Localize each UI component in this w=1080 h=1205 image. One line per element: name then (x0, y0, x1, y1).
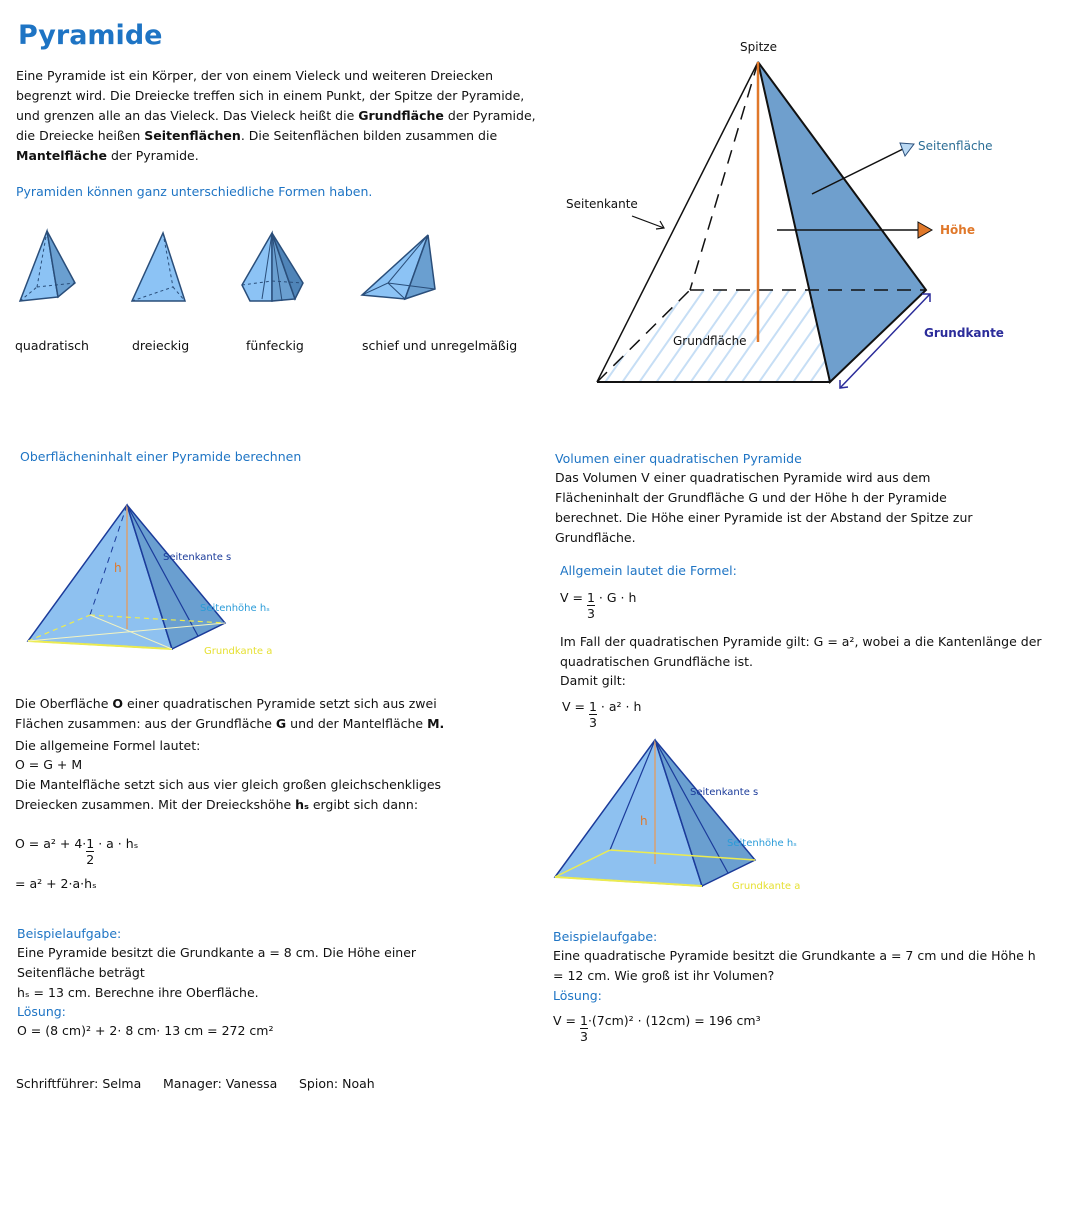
surface-formula-1 (15, 836, 138, 868)
oblique-pyramid-shape (362, 235, 435, 299)
surface-example-text-2: hₛ = 13 cm. Berechne ihre Oberfläche. (17, 985, 259, 1000)
form-label-quadratisch: quadratisch (15, 338, 89, 353)
volume-f2-left: V = (562, 699, 589, 714)
volume-formula-2 (562, 699, 641, 731)
surface-formula-2: = a² + 2·a·hₛ (15, 876, 97, 891)
surface-f1-right: · a · hₛ (98, 836, 139, 851)
fraction-one-half (86, 836, 94, 868)
intro-paragraph (16, 66, 536, 166)
surface-f1-left: O = a² + 4· (15, 836, 87, 851)
intro-text-1: Eine Pyramide ist ein Körper, der von einem Vieleck und weiteren Dreiecken begrenzt wird. Die Dreiecke treffen sich in einem Punkt, der Spitze der Pyramide, und grenzen alle an das Vieleck. Das Vieleck heißt die (16, 68, 525, 123)
fraction-denominator: 3 (579, 1029, 588, 1044)
surface-solution-heading: Lösung: (17, 1004, 66, 1019)
fraction-numerator: 1 (86, 836, 95, 851)
surface-p1-bold-g: G (275, 716, 287, 731)
surface-p1-text-c: einer quadratischen Pyramide setzt sich aus zwei Flächen zusammen: aus der Grundfläche (15, 696, 437, 731)
volume-f1-left: V = (560, 590, 587, 605)
volume-example-heading: Beispielaufgabe: (553, 929, 658, 944)
fraction-numerator: 1 (579, 1013, 588, 1028)
label-grundkante-a: Grundkante a (732, 881, 801, 892)
surface-general-formula: O = G + M (15, 757, 83, 772)
surface-paragraph-2 (15, 775, 455, 815)
fraction-one-third (589, 699, 597, 731)
page-title: Pyramide (18, 20, 163, 51)
label-spitze: Spitze (740, 40, 777, 54)
volume-sol-right: ·(7cm)² · (12cm) = 196 cm³ (587, 1013, 761, 1028)
volume-formula-heading: Allgemein lautet die Formel: (560, 563, 737, 578)
form-label-schief: schief und unregelmäßig (362, 338, 518, 353)
volume-paragraph-3: Damit gilt: (560, 673, 626, 688)
intro-bold-seitenflaechen: Seitenflächen (144, 128, 241, 143)
label-seitenhoehe: Seitenhöhe hₛ (727, 838, 797, 849)
surface-formula-intro: Die allgemeine Formel lautet: (15, 738, 201, 753)
surface-p1-text-a: Die Oberfläche (15, 696, 113, 711)
form-label-dreieckig: dreieckig (132, 338, 190, 353)
surface-example-heading: Beispielaufgabe: (17, 926, 122, 941)
volume-solution (553, 1013, 761, 1045)
footer-manager: Manager: Vanessa (163, 1076, 278, 1091)
volume-formula-1 (560, 590, 636, 622)
intro-text-3: . Die Seitenflächen bilden zusammen die (240, 128, 498, 143)
volume-example-text: Eine quadratische Pyramide besitzt die Grundkante a = 7 cm und die Höhe h = 12 cm. Wie groß ist ihr Volumen? (553, 948, 1036, 983)
volume-f2-right: · a² · h (596, 699, 642, 714)
label-h: h (640, 814, 648, 828)
label-seitenkante: Seitenkante (566, 197, 638, 211)
label-seitenkante-s: Seitenkante s (690, 787, 759, 798)
label-grundkante: Grundkante (924, 326, 1004, 340)
volume-heading: Volumen einer quadratischen Pyramide (555, 451, 802, 466)
surface-p4-text-a: Die Mantelfläche setzt sich aus vier gleich großen gleichschenkliges Dreiecken zusammen. Mit der Dreieckshöhe (15, 777, 442, 812)
label-grundkante-a: Grundkante a (204, 646, 273, 657)
volume-paragraph-2: Im Fall der quadratischen Pyramide gilt: G = a², wobei a die Kantenlänge der quadratischen Grundfläche ist. (560, 634, 1042, 669)
fraction-denominator: 2 (86, 852, 95, 867)
volume-pyramid-diagram (550, 732, 810, 897)
volume-sol-left: V = (553, 1013, 580, 1028)
fraction-one-third (580, 1013, 588, 1045)
pyramid-shapes-diagram (10, 225, 450, 310)
footer-schriftfuehrer: Schriftführer: Selma (16, 1076, 142, 1091)
volume-f1-right: · G · h (594, 590, 637, 605)
fraction-denominator: 3 (588, 715, 597, 730)
label-grundflaeche: Grundfläche (673, 334, 747, 348)
surface-p1-bold-m: M. (427, 716, 445, 731)
square-pyramid-shape (20, 231, 75, 301)
pentagonal-pyramid-shape (242, 233, 303, 301)
form-label-fuenfeckig: fünfeckig (246, 338, 304, 353)
surface-p1-text-e: und der Mantelfläche (286, 716, 428, 731)
pyramid-parts-diagram (560, 30, 1060, 400)
surface-pyramid-diagram (20, 495, 280, 665)
volume-paragraph-1: Das Volumen V einer quadratischen Pyramide wird aus dem Flächeninhalt der Grundfläche G und der Höhe h der Pyramide berechnet. Die Höhe einer Pyramide ist der Abstand der Spitze zur Grundfläche. (555, 470, 973, 545)
fraction-one-third (587, 590, 595, 622)
forms-heading: Pyramiden können ganz unterschiedliche Formen haben. (16, 184, 373, 199)
intro-bold-grundflaeche: Grundfläche (358, 108, 444, 123)
surface-p4-text-c: ergibt sich dann: (308, 797, 419, 812)
surface-example-text-1: Eine Pyramide besitzt die Grundkante a = 8 cm. Die Höhe einer Seitenfläche beträgt (17, 945, 417, 980)
fraction-numerator: 1 (588, 699, 597, 714)
intro-text-2: der Pyramide, die Dreiecke heißen (16, 108, 536, 143)
footer-spion: Spion: Noah (299, 1076, 375, 1091)
seitenflaeche-arrowhead (900, 143, 914, 156)
surface-solution: O = (8 cm)² + 2· 8 cm· 13 cm = 272 cm² (17, 1023, 274, 1038)
volume-solution-heading: Lösung: (553, 988, 602, 1003)
label-hoehe: Höhe (940, 223, 975, 237)
fraction-denominator: 3 (586, 606, 595, 621)
triangular-pyramid-shape (132, 233, 185, 301)
label-seitenkante-s: Seitenkante s (163, 552, 232, 563)
hoehe-arrowhead (918, 222, 932, 238)
label-seitenflaeche: Seitenfläche (918, 139, 993, 153)
surface-p4-bold-hs: hₛ (295, 797, 309, 812)
label-h: h (114, 561, 122, 575)
fraction-numerator: 1 (586, 590, 595, 605)
surface-p1-bold-o: O (112, 696, 123, 711)
intro-text-4: der Pyramide. (107, 148, 199, 163)
label-seitenhoehe: Seitenhöhe hₛ (200, 603, 270, 614)
seitenkante-pointer (632, 216, 664, 228)
surface-paragraph-1 (15, 694, 455, 734)
surface-heading: Oberflächeninhalt einer Pyramide berechnen (20, 449, 302, 464)
intro-bold-mantelflaeche: Mantelfläche (16, 148, 107, 163)
